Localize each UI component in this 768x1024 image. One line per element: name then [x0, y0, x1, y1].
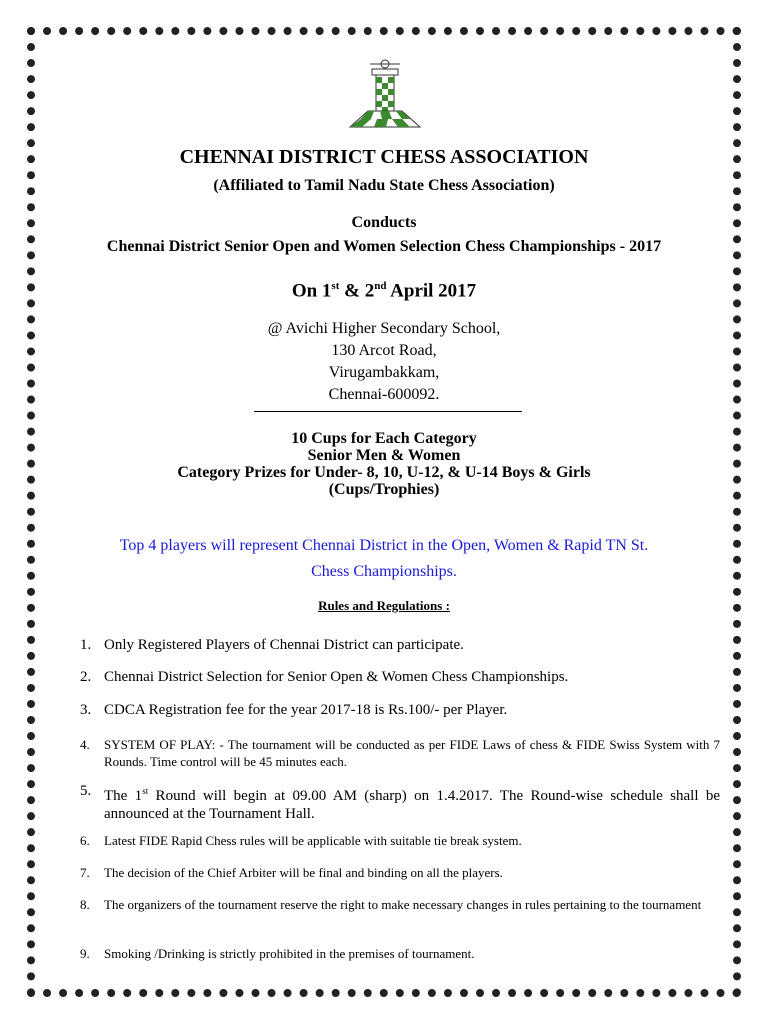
prize-line: Senior Men & Women: [307, 447, 461, 464]
rule-number: 8.: [80, 897, 90, 912]
rule-number: 5.: [80, 783, 92, 799]
event-dates: On 1st & 2nd April 2017: [291, 280, 477, 302]
venue-address: [40, 318, 728, 406]
association-title: CHENNAI DISTRICT CHESS ASSOCIATION: [179, 146, 589, 168]
rule-number: 3.: [80, 702, 92, 718]
championship-title: Chennai District Senior Open and Women Selection Chess Championships - 2017: [106, 238, 662, 255]
affiliation-note: (Affiliated to Tamil Nadu State Chess Association): [213, 177, 555, 194]
prize-line: (Cups/Trophies): [328, 481, 440, 498]
rules-heading: Rules and Regulations :: [318, 598, 450, 613]
rule-text: Latest FIDE Rapid Chess rules will be applicable with suitable tie break system.: [104, 833, 522, 848]
rule-number: 7.: [80, 865, 90, 880]
decorative-border: [27, 27, 741, 997]
venue-line: 130 Arcot Road,: [331, 342, 437, 359]
rule-text: The 1st Round will begin at 09.00 AM (sharp) on 1.4.2017. The Round-wise schedule shall be announced at the Tournament Hall.: [104, 786, 720, 822]
rule-number: 6.: [80, 833, 90, 848]
rule-text: The decision of the Chief Arbiter will be final and binding on all the players.: [104, 865, 503, 880]
venue-line: Chennai-600092.: [328, 386, 440, 403]
rule-text: Chennai District Selection for Senior Open & Women Chess Championships.: [104, 669, 569, 685]
venue-line: @ Avichi Higher Secondary School,: [267, 320, 501, 337]
top4-line: Top 4 players will represent Chennai District in the Open, Women & Rapid TN St.: [119, 537, 649, 554]
rule-number: 2.: [80, 669, 92, 685]
conducts-label: Conducts: [351, 214, 417, 231]
rule-text: CDCA Registration fee for the year 2017-18 is Rs.100/- per Player.: [104, 702, 508, 718]
rule-number: 4.: [80, 737, 90, 752]
rule-text: The organizers of the tournament reserve the right to make necessary changes in rules pertaining to the tournament: [104, 897, 702, 912]
rule-text: Smoking /Drinking is strictly prohibited in the premises of tournament.: [104, 946, 475, 961]
prize-line: Category Prizes for Under- 8, 10, U-12, & U-14 Boys & Girls: [177, 464, 591, 481]
top4-line: Chess Championships.: [311, 563, 457, 580]
rule-number: 1.: [80, 637, 92, 653]
top4-note: [40, 533, 728, 585]
venue-line: Virugambakkam,: [328, 364, 440, 381]
rule-number: 9.: [80, 946, 90, 961]
prizes-section: [40, 430, 728, 498]
divider-line: [254, 411, 522, 412]
prize-line: 10 Cups for Each Category: [291, 430, 477, 447]
rule-text: SYSTEM OF PLAY: - The tournament will be conducted as per FIDE Laws of chess & FIDE Swiss System with 7 Rounds. Time control will be 45 minutes each.: [104, 737, 720, 769]
chess-association-logo: [340, 55, 430, 130]
rule-text: Only Registered Players of Chennai District can participate.: [104, 637, 464, 653]
